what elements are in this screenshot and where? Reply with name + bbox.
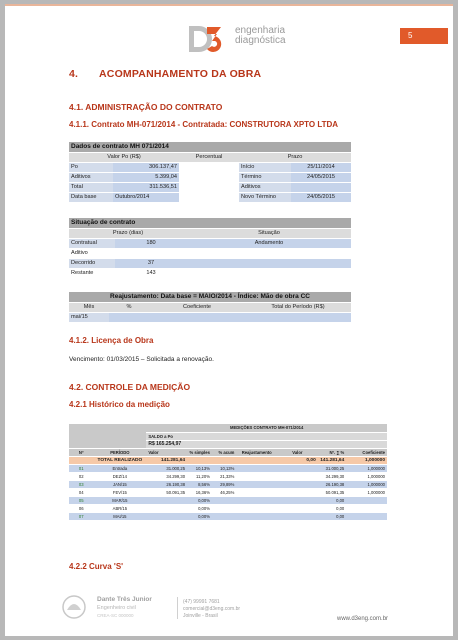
- heading-licenca: 4.1.2. Licença de Obra: [69, 336, 154, 345]
- engineer-registration: CREA-SC 000000: [97, 613, 134, 618]
- table-row: 01 Entrada 31.000,25 10,13% 10,13% 31.000,25 1,000000: [69, 464, 387, 472]
- table-row: 06 ABR/15 0,00% 0,00: [69, 504, 387, 512]
- page-number: 5: [400, 28, 448, 44]
- table-row: Contratual 180 Andamento: [69, 238, 351, 248]
- engineer-logo-icon: [61, 594, 87, 620]
- measurement-history-table: MEDIÇÕES CONTRATO MH-071/2014 SALDO a Po R$ 165.254,97 Nº PERÍODO Valor % simples % acum Reajustamento Valor Nº. ∑ % Coeficiente TOTAL REALIZADO 141.281,64 0,00 141.281,64 1,000000 01 Entrada 31.000,25 10,13% 10,13% 31.000,25 1,000000 02 DEZ/14 34.299,30 11,20% 21,33% 34.299,30 1,000000 03 JAN/15 26.190,38 8,56% 29,89% 26.190,38 1,000000 04 FEV/15 50.091,35 16,36% 46,25% 50.091,35 1,000000 05 MAR/15 0,00% 0,00 06 ABR/15 0,00% 0,00 07 MAI/15 0,00% 0,00: [69, 424, 387, 521]
- section-title: 4. ACOMPANHAMENTO DA OBRA: [69, 68, 262, 80]
- heading-curva: 4.2.2 Curva 'S': [69, 562, 124, 571]
- table-row: 04 FEV/15 50.091,35 16,36% 46,25% 50.091,35 1,000000: [69, 488, 387, 496]
- document-page: [5, 4, 453, 636]
- engineer-name: Dante Três Junior: [97, 596, 152, 603]
- subsection-administracao: 4.1. ADMINISTRAÇÃO DO CONTRATO: [69, 102, 223, 112]
- top-rule: [5, 4, 453, 6]
- table-row: Data base Outubro/2014 Novo Término 24/05/2015: [69, 192, 351, 202]
- logo-text: engenharia diagnóstica: [235, 25, 286, 46]
- table-title: Dados de contrato MH 071/2014: [69, 142, 351, 152]
- readjustment-table: Reajustamento: Data base = MAIO/2014 - Índice: Mão de obra CC Mês % Coeficiente Total do Período (R$) mai/15: [69, 292, 351, 323]
- table-row: Aditivo: [69, 248, 351, 258]
- total-row: TOTAL REALIZADO 141.281,64 0,00 141.281,64 1,000000: [69, 456, 387, 464]
- heading-contrato: 4.1.1. Contrato MH-071/2014 - Contratada: CONSTRUTORA XPTO LTDA: [69, 120, 339, 129]
- table-row: 07 MAI/15 0,00% 0,00: [69, 512, 387, 520]
- engineer-title: Engenheiro civil: [97, 605, 136, 611]
- subsection-controle: 4.2. CONTROLE DA MEDIÇÃO: [69, 382, 191, 392]
- footer-contact: (47) 99991 7681 comercial@d3eng.com.br Joinville - Brasil: [183, 599, 241, 619]
- footer-divider: [177, 597, 178, 619]
- contract-data-table: Dados de contrato MH 071/2014 Valor Po (R$) Percentual Prazo Po 306.137,47 Início 25/11/2014 Aditivos 5.399,04 Término 24/05/2015 Total 311.536,51 Aditivos Data base Outubro/2014 Novo Término 24/05/2015: [69, 142, 351, 203]
- heading-historico: 4.2.1 Histórico da medição: [69, 400, 170, 409]
- table-row: Decorrido 37: [69, 258, 351, 268]
- table-row: Po 306.137,47 Início 25/11/2014: [69, 162, 351, 172]
- company-logo: [185, 22, 325, 58]
- table-row: 03 JAN/15 26.190,38 8,56% 29,89% 26.190,38 1,000000: [69, 480, 387, 488]
- table-row: Total 311.536,51 Aditivos: [69, 182, 351, 192]
- table-row: Restante 143: [69, 268, 351, 278]
- table-row: Aditivos 5.399,04 Término 24/05/2015: [69, 172, 351, 182]
- table-row: 02 DEZ/14 34.299,30 11,20% 21,33% 34.299,30 1,000000: [69, 472, 387, 480]
- contract-status-table: Situação de contrato Prazo (dias) Situação Contratual 180 Andamento Aditivo Decorrido 37 Restante 143: [69, 218, 351, 279]
- table-row: 05 MAR/15 0,00% 0,00: [69, 496, 387, 504]
- footer-website[interactable]: www.d3eng.com.br: [337, 616, 389, 622]
- license-text: Vencimento: 01/03/2015 – Solicitada a renovação.: [69, 356, 214, 363]
- table-row: mai/15: [69, 312, 351, 322]
- d3-logo-icon: [185, 22, 231, 56]
